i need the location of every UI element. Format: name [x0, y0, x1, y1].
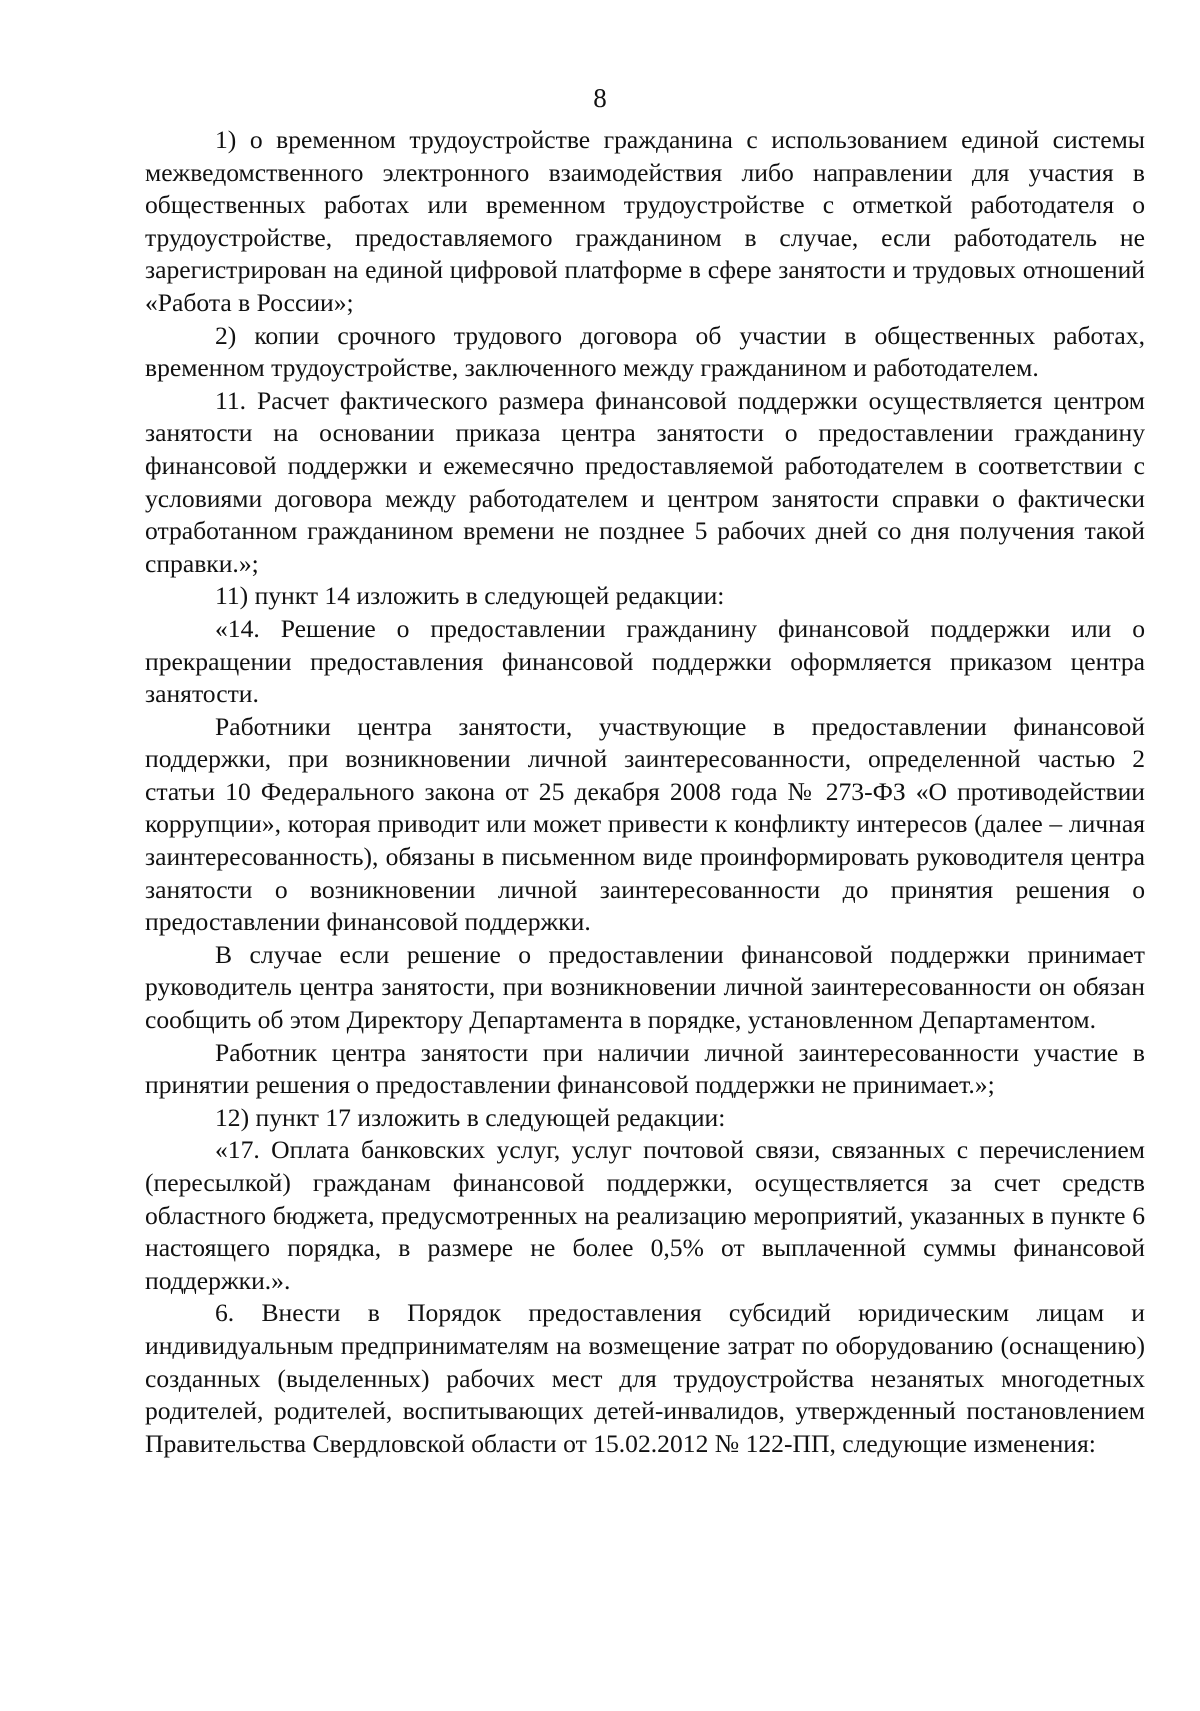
paragraph-head-decision: В случае если решение о предоставлении финансовой поддержки принимает руководитель центра занятости, при возникновении личной заинтересованности он обязан сообщить об этом Директору Департамента в порядке, установленном Департаментом.	[145, 939, 1145, 1035]
paragraph-subitem-2: 2) копии срочного трудового договора об участии в общественных работах, временном трудоустройстве, заключенного между гражданином и работодателем.	[145, 320, 1145, 383]
paragraph-clause-11: 11. Расчет фактического размера финансовой поддержки осуществляется центром занятости на основании приказа центра занятости о предоставлении гражданину финансовой поддержки и ежемесячно предоставляемой работодателем в соответствии с условиями договора между работодателем и центром занятости справки о фактически отработанном гражданином времени не позднее 5 рабочих дней со дня получения такой справки.»;	[145, 385, 1145, 578]
page-number: 8	[593, 83, 607, 113]
paragraph-subitem-1: 1) о временном трудоустройстве гражданина с использованием единой системы межведомственного электронного взаимодействия либо направлении для участия в общественных работах или временном трудоустройстве с отметкой работодателя о трудоустройстве, предоставляемого гражданином в случае, если работодатель не зарегистрирован на единой цифровой платформе в сфере занятости и трудовых отношений «Работа в России»;	[145, 125, 1145, 317]
paragraph-amendment-12: 12) пункт 17 изложить в следующей редакции:	[215, 1102, 726, 1132]
paragraph-no-participation: Работник центра занятости при наличии личной заинтересованности участие в принятии решения о предоставлении финансовой поддержки не принимает.»;	[145, 1037, 1145, 1100]
paragraph-clause-17: «17. Оплата банковских услуг, услуг почтовой связи, связанных с перечислением (пересылкой) гражданам финансовой поддержки, осуществляется за счет средств областного бюджета, предусмотренных на реализацию мероприятий, указанных в пункте 6 настоящего порядка, в размере не более 0,5% от выплаченной суммы финансовой поддержки.».	[145, 1135, 1145, 1295]
paragraph-conflict-of-interest: Работники центра занятости, участвующие в предоставлении финансовой поддержки, при возникновении личной заинтересованности, определенной частью 2 статьи 10 Федерального закона от 25 декабря 2008 года № 273-ФЗ «О противодействии коррупции», которая приводит или может привести к конфликту интересов (далее – личная заинтересованность), обязаны в письменном виде проинформировать руководителя центра занятости о возникновении личной заинтересованности до принятия решения о предоставлении финансовой поддержки.	[145, 711, 1145, 937]
paragraph-amendment-11: 11) пункт 14 изложить в следующей редакции:	[215, 581, 725, 611]
paragraph-clause-14: «14. Решение о предоставлении гражданину финансовой поддержки или о прекращении предоставления финансовой поддержки оформляется приказом центра занятости.	[145, 613, 1145, 709]
paragraph-section-6: 6. Внести в Порядок предоставления субсидий юридическим лицам и индивидуальным предпринимателям на возмещение затрат по оборудованию (оснащению) созданных (выделенных) рабочих мест для трудоустройства незанятых многодетных родителей, родителей, воспитывающих детей-инвалидов, утвержденный постановлением Правительства Свердловской области от 15.02.2012 № 122-ПП, следующие изменения:	[145, 1298, 1145, 1458]
document-body	[145, 124, 1145, 1460]
